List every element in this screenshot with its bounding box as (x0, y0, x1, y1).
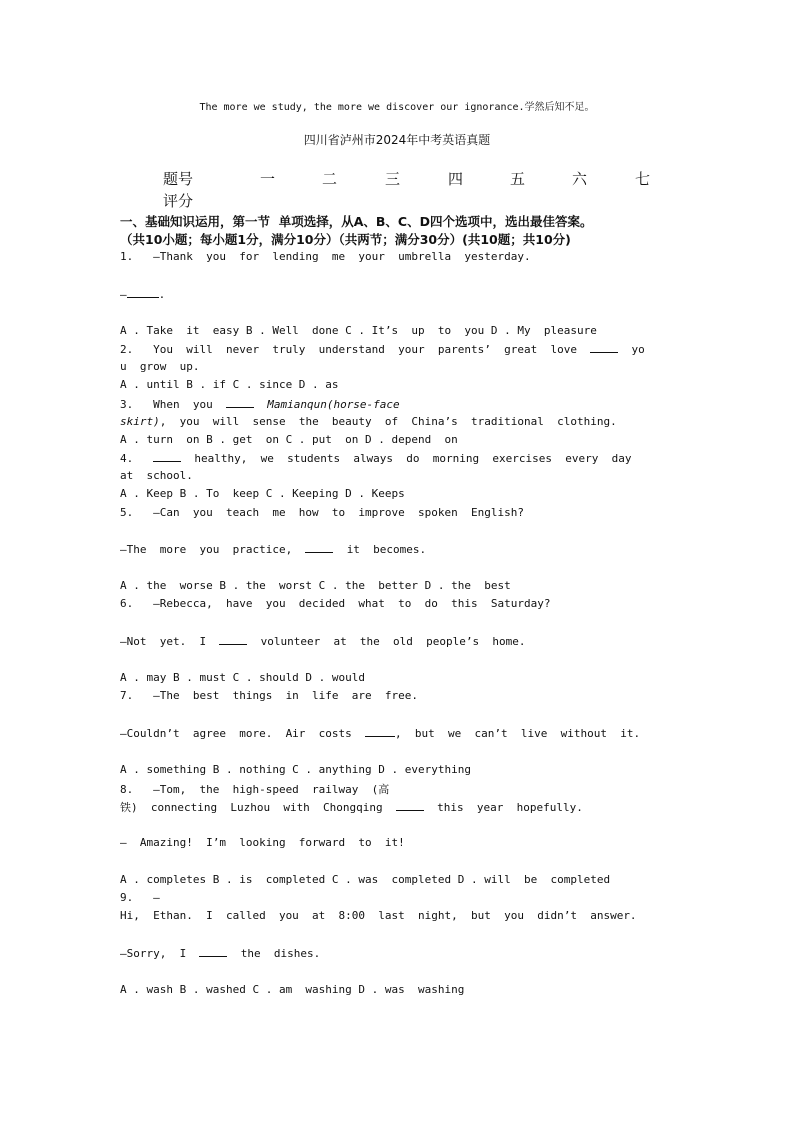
question-3: 3. When you Mamianqun(horse-face (120, 398, 400, 411)
question-3-cont: skirt), you will sense the beauty of China’s traditional clothing. (120, 415, 617, 428)
score-col-5: 五 (510, 170, 526, 188)
question-1: 1. —Thank you for lending me your umbrella yesterday. (120, 250, 531, 263)
question-1-options: A . Take it easy B . Well done C . It’s up to you D . My pleasure (120, 324, 597, 337)
question-9: 9. — (120, 891, 160, 904)
question-4-options: A . Keep B . To keep C . Keeping D . Keeps (120, 487, 405, 500)
question-7-answer-line: —Couldn’t agree more. Air costs , but we can’t live without it. (120, 727, 641, 740)
question-1-answer-line: — . (120, 288, 166, 301)
question-3-options: A . turn on B . get on C . put on D . depend on (120, 433, 458, 446)
score-table-score-label: 评分 (163, 192, 194, 210)
question-9-cont: Hi, Ethan. I called you at 8:00 last night, but you didn’t answer. (120, 909, 637, 922)
question-6-answer-line: —Not yet. I volunteer at the old people’s home. (120, 635, 526, 648)
question-9-options: A . wash B . washed C . am washing D . was washing (120, 983, 465, 996)
question-4-cont: at school. (120, 469, 193, 482)
question-8-cont: 铁) connecting Luzhou with Chongqing this year hopefully. (120, 801, 583, 814)
question-2: 2. You will never truly understand your parents’ great love yo (120, 343, 645, 356)
section-subheading: （共10小题；每小题1分，满分10分）（共两节；满分30分）(共10题；共10分) (120, 232, 571, 247)
question-7: 7. —The best things in life are free. (120, 689, 419, 702)
score-table-row-label: 题号 (163, 170, 194, 188)
score-col-2: 二 (322, 170, 338, 188)
question-4: 4. healthy, we students always do morning exercises every day (120, 452, 632, 465)
header-note: The more we study, the more we discover our ignorance.学然后知不足。 (199, 102, 595, 113)
question-5-options: A . the worse B . the worst C . the better D . the best (120, 579, 511, 592)
score-col-1: 一 (260, 170, 276, 188)
score-col-7: 七 (635, 170, 651, 188)
question-2-cont: u grow up. (120, 360, 200, 373)
page-title: 四川省泸州市2024年中考英语真题 (303, 133, 491, 147)
question-8: 8. —Tom, the high-speed railway (高 (120, 783, 390, 796)
question-7-options: A . something B . nothing C . anything D . everything (120, 763, 471, 776)
score-col-3: 三 (385, 170, 401, 188)
question-8-reply: — Amazing! I’m looking forward to it! (120, 836, 405, 849)
question-6: 6. —Rebecca, have you decided what to do this Saturday? (120, 597, 551, 610)
section-heading: 一、基础知识运用，第一节 单项选择，从A、B、C、D四个选项中，选出最佳答案。 (120, 214, 593, 229)
question-5: 5. —Can you teach me how to improve spoken English? (120, 506, 524, 519)
question-2-options: A . until B . if C . since D . as (120, 378, 339, 391)
question-6-options: A . may B . must C . should D . would (120, 671, 366, 684)
question-5-answer-line: —The more you practice, it becomes. (120, 543, 427, 556)
score-col-4: 四 (448, 170, 464, 188)
question-9-answer-line: —Sorry, I the dishes. (120, 947, 321, 960)
score-col-6: 六 (572, 170, 588, 188)
question-8-options: A . completes B . is completed C . was completed D . will be completed (120, 873, 611, 886)
